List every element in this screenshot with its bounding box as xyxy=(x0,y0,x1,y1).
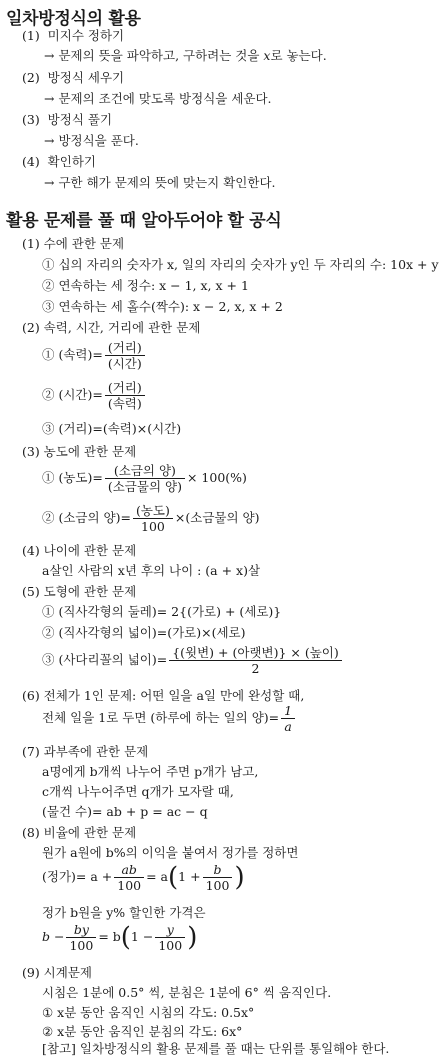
p7-head: (7) 과부족에 관한 문제 xyxy=(22,744,149,759)
p7-a: a명에게 b개씩 나누어 주면 p개가 남고, xyxy=(42,764,259,779)
p9-head: (9) 시계문제 xyxy=(22,965,92,980)
p1-c: ③ 연속하는 세 홀수(짝수): x − 2, x, x + 2 xyxy=(42,299,283,314)
p2-b: ② (시간)= (거리) (속력) xyxy=(42,380,147,411)
p9-c: ② x분 동안 움직인 분침의 각도: 6x° xyxy=(42,1024,243,1039)
step-4: (4) 확인하기 xyxy=(22,154,96,169)
p8-head: (8) 비율에 관한 문제 xyxy=(22,825,137,840)
step-2-desc: → 문제의 조건에 맞도록 방정식을 세운다. xyxy=(44,91,272,106)
fraction: $\frac{1}{a}$ xyxy=(281,703,295,734)
p7-c: (물건 수)= ab + p = ac − q xyxy=(42,804,208,819)
p8-b: (정가)= a + $\frac{ab}{100}$ = a(1 + $\frac{b}{100}$ ) xyxy=(42,862,245,893)
p2-a: ① (속력)= (거리) (시간) xyxy=(42,340,147,371)
p4-a: a살인 사람의 x년 후의 나이 : (a + x)살 xyxy=(42,563,261,578)
p7-b: c개씩 나누어주면 q개가 모자랄 때, xyxy=(42,784,234,799)
p2-head: (2) 속력, 시간, 거리에 관한 문제 xyxy=(22,320,201,335)
p8-d: b − $\frac{by}{100}$ = b(1 − $\frac{y}{100}$ ) xyxy=(42,922,198,953)
p8-c: 정가 b원을 y% 할인한 가격은 xyxy=(42,905,206,920)
fraction: (거리) (속력) xyxy=(105,380,145,411)
note: [참고] 일차방정식의 활용 문제를 풀 때는 단위를 통일해야 한다. xyxy=(42,1041,390,1056)
p3-head: (3) 농도에 관한 문제 xyxy=(22,444,137,459)
fraction: $\frac{by}{100}$ xyxy=(66,922,96,953)
p1-b: ② 연속하는 세 정수: x − 1, x, x + 1 xyxy=(42,278,249,293)
p8-a: 원가 a원에 b%의 이익을 붙여서 정가를 정하면 xyxy=(42,845,299,860)
p6-head: (6) 전체가 1인 문제: 어떤 일을 a일 만에 완성할 때, xyxy=(22,688,305,703)
step-1: (1) 미지수 정하기 xyxy=(22,28,125,43)
p9-a: 시침은 1분에 0.5° 씩, 분침은 1분에 6° 씩 움직인다. xyxy=(42,985,332,1000)
step-3-desc: → 방정식을 푼다. xyxy=(44,133,139,148)
p5-b: ② (직사각형의 넓이)=(가로)×(세로) xyxy=(42,625,246,640)
section-title-2: 활용 문제를 풀 때 알아두어야 할 공식 xyxy=(6,211,282,231)
p9-b: ① x분 동안 움직인 시침의 각도: 0.5x° xyxy=(42,1005,255,1020)
p6-a: 전체 일을 1로 두면 (하루에 하는 일의 양)= $\frac{1}{a}$ xyxy=(42,703,297,734)
step-3: (3) 방정식 풀기 xyxy=(22,112,113,127)
p5-head: (5) 도형에 관한 문제 xyxy=(22,584,137,599)
p1-head: (1) 수에 관한 문제 xyxy=(22,236,125,251)
fraction: (농도) 100 xyxy=(133,503,173,534)
p5-a: ① (직사각형의 둘레)= 2{(가로) + (세로)} xyxy=(42,604,282,619)
fraction: {(윗변) + (아랫변)} × (높이) 2 xyxy=(169,645,342,676)
step-2: (2) 방정식 세우기 xyxy=(22,70,125,85)
step-1-desc: → 문제의 뜻을 파악하고, 구하려는 것을 x로 놓는다. xyxy=(44,48,327,63)
p5-c: ③ (사다리꼴의 넓이)= {(윗변) + (아랫변)} × (높이) 2 xyxy=(42,645,344,676)
fraction: (거리) (시간) xyxy=(105,340,145,371)
fraction: $\frac{b}{100}$ xyxy=(203,862,233,893)
p1-a: ① 십의 자리의 숫자가 x, 일의 자리의 숫자가 y인 두 자리의 수: 10x + y xyxy=(42,257,439,272)
fraction: $\frac{y}{100}$ xyxy=(155,922,185,953)
fraction: (소금의 양) (소금물의 양) xyxy=(105,463,185,494)
step-4-desc: → 구한 해가 문제의 뜻에 맞는지 확인한다. xyxy=(44,175,276,190)
p3-b: ② (소금의 양)= (농도) 100 ×(소금물의 양) xyxy=(42,503,260,534)
p4-head: (4) 나이에 관한 문제 xyxy=(22,543,137,558)
fraction: $\frac{ab}{100}$ xyxy=(114,862,144,893)
p3-a: ① (농도)= (소금의 양) (소금물의 양) × 100(%) xyxy=(42,463,247,494)
section-title-1: 일차방정식의 활용 xyxy=(6,9,141,29)
p2-c: ③ (거리)=(속력)×(시간) xyxy=(42,421,182,436)
